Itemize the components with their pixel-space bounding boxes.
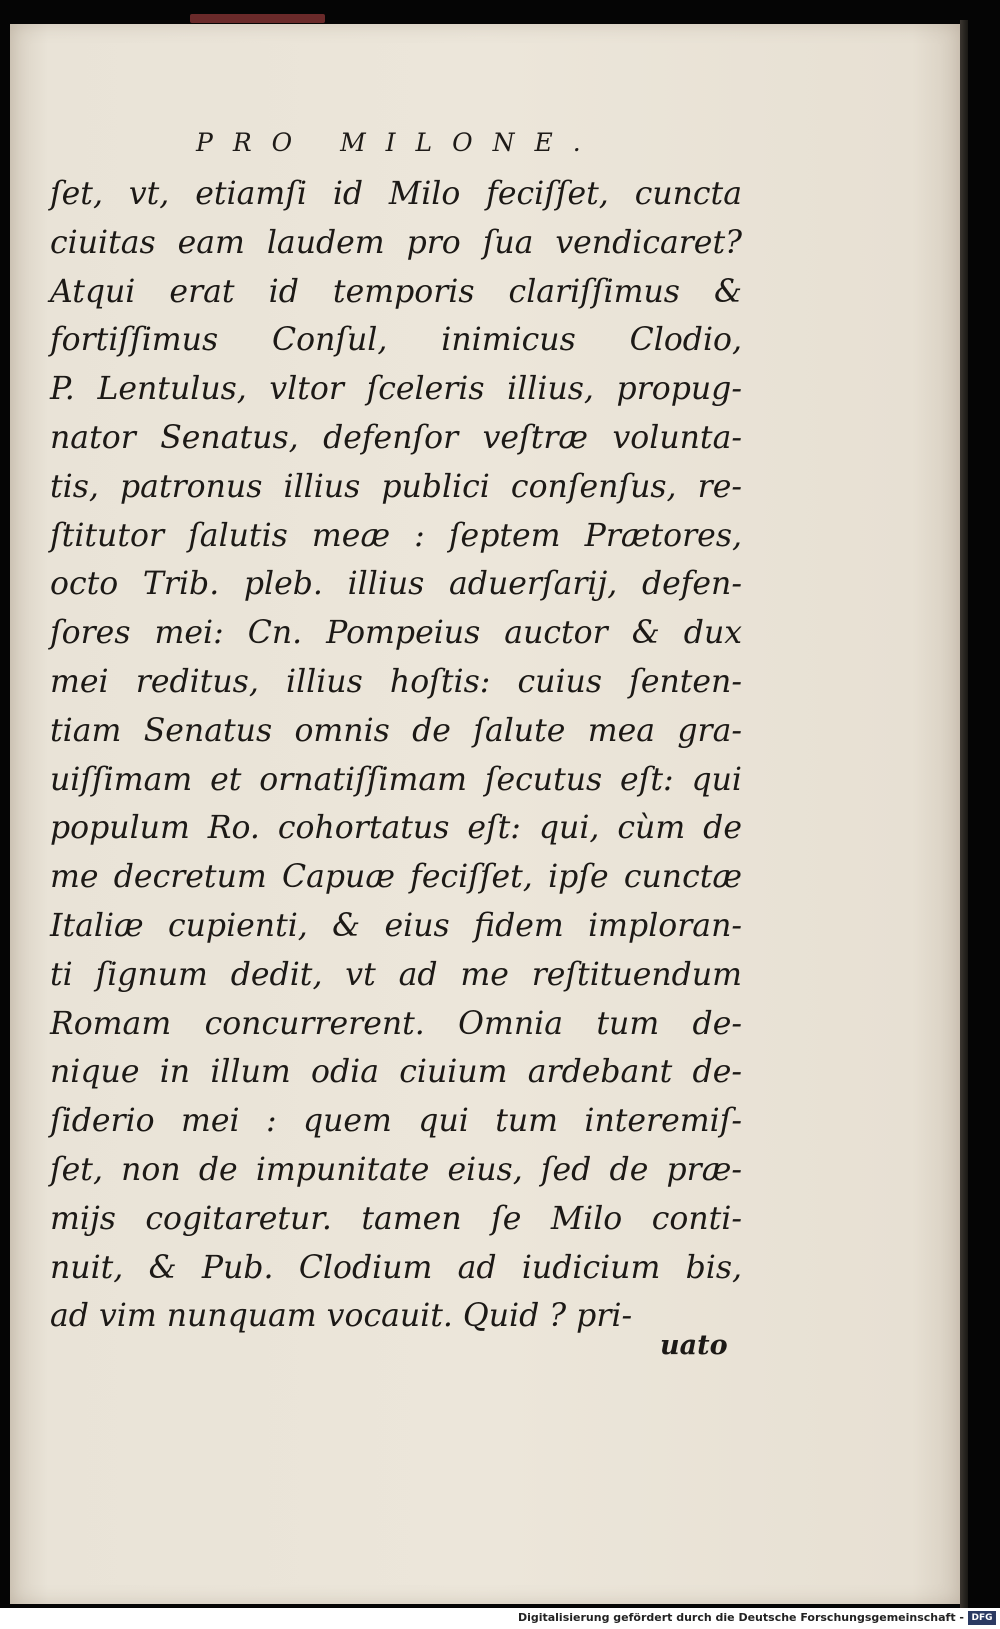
footer-bar [0, 1608, 1000, 1629]
text-line: P. Lentulus, vltor ſceleris illius, propug- [50, 371, 742, 408]
text-line: Atqui erat id temporis clariſſimus & [50, 273, 742, 310]
text-line: me decretum Capuæ feciſſet, ipſe cunctæ [50, 859, 742, 896]
text-line: nator Senatus, defenſor veſtræ volunta- [50, 419, 742, 456]
text-line: fortiſſimus Conſul, inimicus Clodio, [50, 322, 742, 359]
text-line: ciuitas eam laudem pro ſua vendicaret? [50, 224, 742, 261]
binding-ribbon [190, 14, 325, 23]
text-line: octo Trib. pleb. illius aduerſarij, defen- [50, 566, 742, 603]
footer-credit: Digitalisierung gefördert durch die Deutsche Forschungsgemeinschaft - [517, 1611, 964, 1624]
text-line: ti ſignum dedit, vt ad me reſtituendum [50, 956, 742, 993]
running-head: PRO MILONE. [196, 128, 601, 157]
text-line: Italiæ cupienti, & eius fidem imploran- [50, 907, 742, 944]
text-line: ſiderio mei : quem qui tum interemiſ- [50, 1103, 742, 1140]
page-edge [960, 20, 968, 1612]
text-line: nique in illum odia ciuium ardebant de- [50, 1054, 742, 1091]
text-line: nuit, & Pub. Clodium ad iudicium bis, [50, 1249, 742, 1286]
text-line: ad vim nunquam vocauit. Quid ? pri- [50, 1298, 633, 1335]
dfg-logo-icon: DFG [968, 1611, 996, 1625]
text-line: tiam Senatus omnis de ſalute mea gra- [50, 712, 742, 749]
text-line: ſet, vt, etiamſi id Milo feciſſet, cuncta [50, 176, 742, 212]
text-line: ſores mei: Cn. Pompeius auctor & dux [50, 615, 742, 652]
text-line: tis, patronus illius publici conſenſus, re- [50, 468, 742, 505]
text-line: ſtitutor ſalutis meæ : ſeptem Prætores, [50, 517, 742, 554]
text-line: populum Ro. cohortatus eſt: qui, cùm de [50, 810, 742, 847]
text-line: uiſſimam et ornatiſſimam ſecutus eſt: qui [50, 761, 742, 798]
text-line: ſet, non de impunitate eius, ſed de præ- [50, 1151, 742, 1188]
text-line: mijs cogitaretur. tamen ſe Milo conti- [50, 1200, 742, 1237]
text-line: Romam concurrerent. Omnia tum de- [50, 1005, 742, 1042]
catchword: uato [660, 1330, 728, 1361]
text-line: mei reditus, illius hoſtis: cuius ſenten- [50, 663, 742, 700]
text-block [50, 170, 742, 1341]
